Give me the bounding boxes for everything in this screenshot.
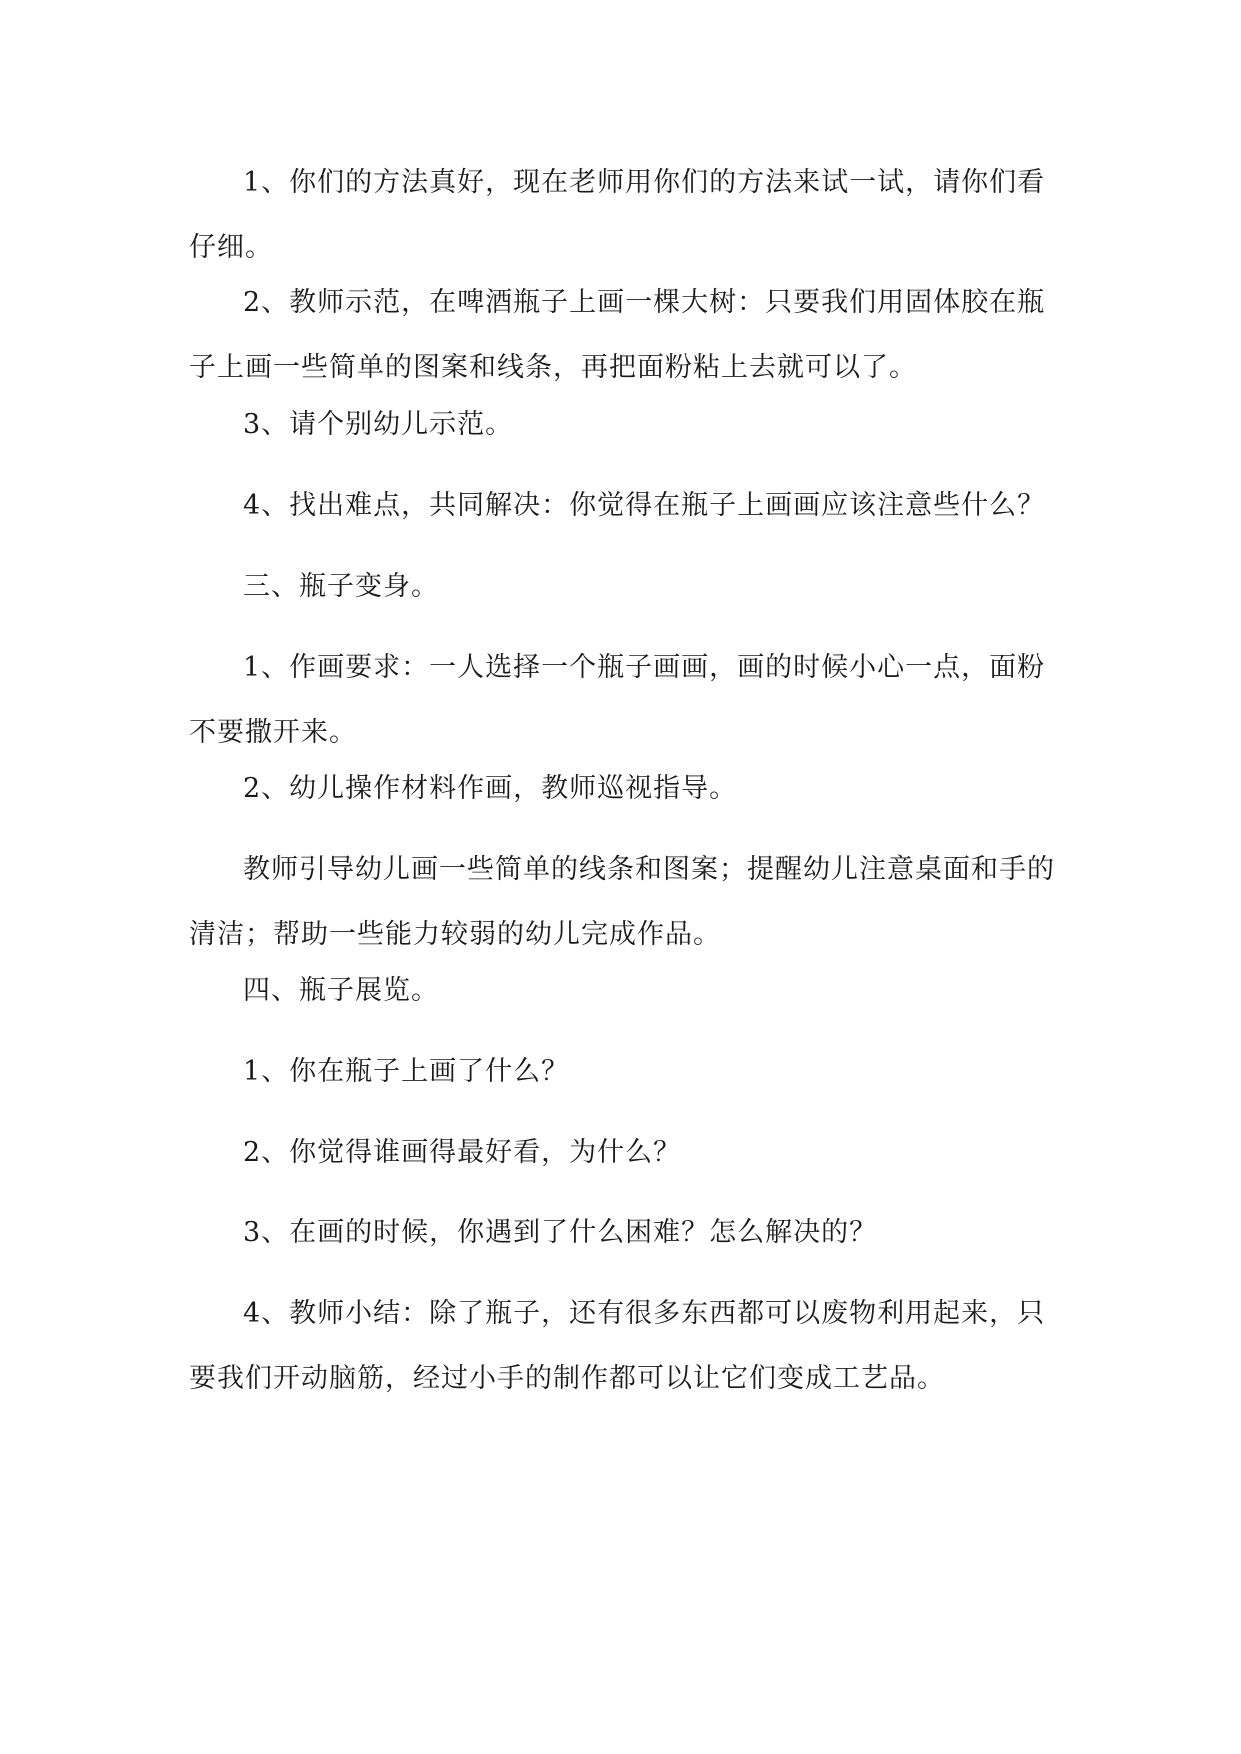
paragraph-child-demo: 3、请个别幼儿示范。: [243, 409, 514, 440]
section-heading-bottle-exhibition: 四、瓶子展览。: [243, 975, 439, 1006]
paragraph-drawing-requirements: 1、作画要求：一人选择一个瓶子画画，画的时候小心一点，面粉不要撒开来。: [189, 652, 1046, 748]
paragraph-question-difficulty: 3、在画的时候，你遇到了什么困难？怎么解决的？: [243, 1217, 878, 1248]
paragraph-question-what-drawn: 1、你在瓶子上画了什么？: [243, 1056, 570, 1087]
paragraph-question-best-looking: 2、你觉得谁画得最好看，为什么？: [243, 1137, 682, 1168]
paragraph-difficulty: 4、找出难点，共同解决：你觉得在瓶子上画画应该注意些什么？: [243, 490, 1046, 521]
paragraph-child-operation: 2、幼儿操作材料作画，教师巡视指导。: [243, 773, 738, 804]
paragraph-teacher-summary: 4、教师小结：除了瓶子，还有很多东西都可以废物利用起来，只要我们开动脑筋，经过小手的制作都可以让它们变成工艺品。: [189, 1298, 1046, 1394]
paragraph-teacher-guidance: 教师引导幼儿画一些简单的线条和图案；提醒幼儿注意桌面和手的清洁；帮助一些能力较弱的幼儿完成作品。: [189, 854, 1055, 950]
paragraph-teacher-demo: 2、教师示范，在啤酒瓶子上画一棵大树：只要我们用固体胶在瓶子上画一些简单的图案和线条，再把面粉粘上去就可以了。: [189, 287, 1046, 383]
section-heading-bottle-transform: 三、瓶子变身。: [243, 571, 439, 602]
paragraph-demo-method: 1、你们的方法真好，现在老师用你们的方法来试一试，请你们看仔细。: [189, 167, 1046, 263]
